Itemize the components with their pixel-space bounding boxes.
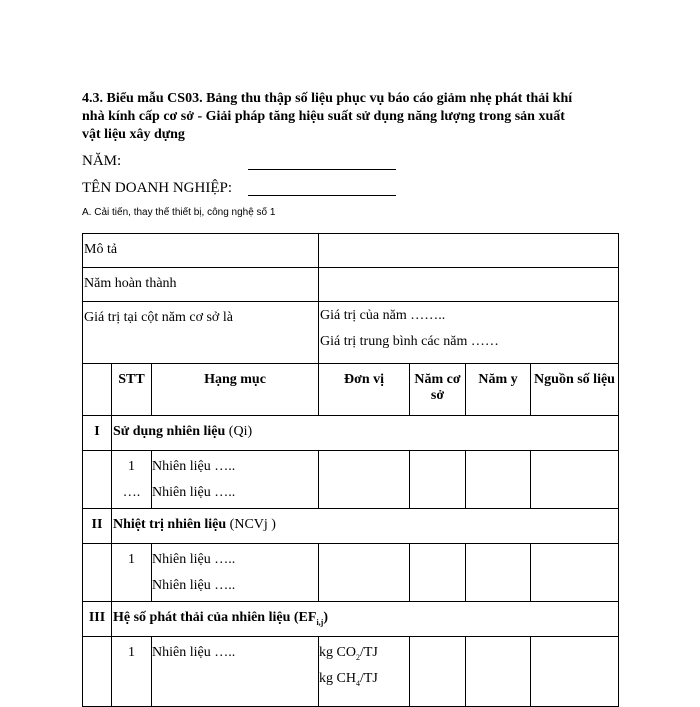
column-header-row xyxy=(83,364,619,416)
description-row xyxy=(83,234,619,268)
section-row xyxy=(83,509,619,544)
year-blank-line[interactable] xyxy=(248,169,396,170)
year-y-cell[interactable] xyxy=(466,544,531,602)
baseline-label: Giá trị tại cột năm cơ sở là xyxy=(84,310,233,325)
description-value-cell[interactable] xyxy=(319,234,619,268)
row-item: Nhiên liệu ….. xyxy=(152,485,236,500)
section-title: Hệ số phát thải của nhiên liệu xyxy=(113,610,291,625)
section-roman: II xyxy=(83,509,112,544)
section-roman: III xyxy=(83,602,112,637)
header-year-y: Năm y xyxy=(466,364,531,416)
table-row xyxy=(83,451,619,509)
value-of-year-label: Giá trị của năm …….. xyxy=(320,308,446,323)
section-a-heading: A. Cải tiến, thay thế thiết bị, công nghệ số 1 xyxy=(82,207,276,218)
header-source: Nguồn số liệu xyxy=(531,364,619,416)
row-stt: 1 xyxy=(128,459,135,474)
baseline-row xyxy=(83,302,619,364)
description-label-cell xyxy=(83,234,319,268)
unit-cell[interactable] xyxy=(319,544,410,602)
completion-year-value-cell[interactable] xyxy=(319,268,619,302)
header-item: Hạng mục xyxy=(152,364,319,416)
baseline-label-cell xyxy=(83,302,319,364)
heading-line-2: nhà kính cấp cơ sở - Giải pháp tăng hiệu suất sử dụng năng lượng trong sản xuất xyxy=(82,109,565,124)
source-cell[interactable] xyxy=(531,451,619,509)
description-label: Mô tả xyxy=(84,242,118,257)
section-suffix: $(EF_{i,j})$ xyxy=(293,610,328,627)
unit-co2: kg $CO_2/TJ$ xyxy=(319,645,378,662)
base-year-cell[interactable] xyxy=(410,544,466,602)
row-stt xyxy=(112,573,151,599)
heading-line-3: vật liệu xây dựng xyxy=(82,127,185,142)
section-title: Nhiệt trị nhiên liệu xyxy=(113,517,227,532)
year-y-cell[interactable] xyxy=(466,637,531,707)
header-unit: Đơn vị xyxy=(319,364,410,416)
table-row xyxy=(83,544,619,602)
unit-cell[interactable] xyxy=(319,451,410,509)
row-item: Nhiên liệu ….. xyxy=(152,552,236,567)
base-year-cell[interactable] xyxy=(410,637,466,707)
base-year-cell[interactable] xyxy=(410,451,466,509)
data-collection-table xyxy=(82,233,619,707)
completion-year-label-cell xyxy=(83,268,319,302)
header-blank-cell xyxy=(83,364,112,416)
row-item: Nhiên liệu ….. xyxy=(152,578,236,593)
completion-year-label: Năm hoàn thành xyxy=(84,276,177,291)
section-title-cell xyxy=(112,509,619,544)
source-cell[interactable] xyxy=(531,544,619,602)
baseline-value-cell[interactable] xyxy=(319,302,619,364)
section-row xyxy=(83,416,619,451)
section-suffix: (NCVj ) xyxy=(229,517,276,532)
company-blank-line[interactable] xyxy=(248,195,396,196)
row-stt: 1 xyxy=(128,552,135,567)
row-item: Nhiên liệu ….. xyxy=(152,645,236,660)
heading-line-1: 4.3. Biểu mẫu CS03. Bảng thu thập số liệu phục vụ báo cáo giảm nhẹ phát thải khí xyxy=(82,91,573,106)
average-value-label: Giá trị trung bình các năm …… xyxy=(320,334,499,349)
table-row xyxy=(83,637,619,707)
unit-cell xyxy=(319,637,410,707)
year-y-cell[interactable] xyxy=(466,451,531,509)
row-stt: …. xyxy=(122,485,141,500)
source-cell[interactable] xyxy=(531,637,619,707)
year-label: NĂM: xyxy=(82,153,122,169)
completion-year-row xyxy=(83,268,619,302)
row-stt: 1 xyxy=(128,645,135,660)
section-title-cell xyxy=(112,416,619,451)
section-row xyxy=(83,602,619,637)
section-roman: I xyxy=(83,416,112,451)
section-title-cell xyxy=(112,602,619,637)
row-item: Nhiên liệu ….. xyxy=(152,459,236,474)
unit-ch4: kg $CH_4/TJ$ xyxy=(319,671,378,688)
header-base-year: Năm cơ sở xyxy=(410,364,466,416)
header-stt: STT xyxy=(112,364,152,416)
company-label: TÊN DOANH NGHIỆP: xyxy=(82,180,232,196)
section-title: Sử dụng nhiên liệu xyxy=(113,424,226,439)
section-suffix: (Qi) xyxy=(228,424,253,439)
form-heading xyxy=(82,90,612,144)
